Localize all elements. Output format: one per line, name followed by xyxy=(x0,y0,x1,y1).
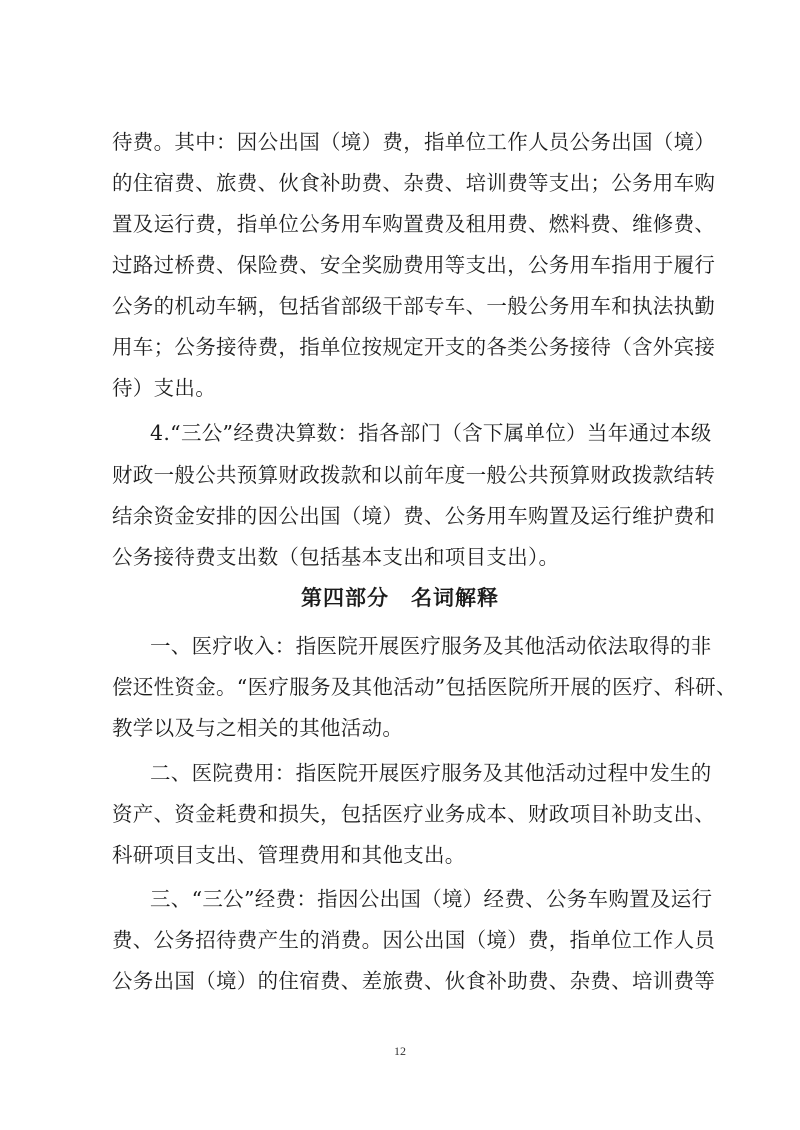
text-line: 公务接待费支出数（包括基本支出和项目支出）。 xyxy=(112,545,560,569)
text-line: 一、医疗收入：指医院开展医疗服务及其他活动依法取得的非 xyxy=(150,634,712,658)
text-line: 置及运行费，指单位公务用车购置费及租用费、燃料费、维修费、 xyxy=(112,212,716,236)
text-line: 偿还性资金。“医疗服务及其他活动”包括医院所开展的医疗、科研、 xyxy=(112,675,737,699)
text-line: 资产、资金耗费和损失，包括医疗业务成本、财政项目补助支出、 xyxy=(112,802,716,826)
text-line: 费、公务招待费产生的消费。因公出国（境）费，指单位工作人员 xyxy=(112,928,716,952)
text-line: 科研项目支出、管理费用和其他支出。 xyxy=(112,843,466,867)
text-line: 公务的机动车辆，包括省部级干部专车、一般公务用车和执法执勤 xyxy=(112,294,716,318)
text-line: 二、医院费用：指医院开展医疗服务及其他活动过程中发生的 xyxy=(150,761,712,785)
text-line: 4.“三公”经费决算数：指各部门（含下属单位）当年通过本级 xyxy=(150,421,712,445)
text-line: 三、“三公”经费：指因公出国（境）经费、公务车购置及运行 xyxy=(150,887,713,911)
text-line: 待）支出。 xyxy=(112,376,216,400)
text-line: 结余资金安排的因公出国（境）费、公务用车购置及运行维护费和 xyxy=(112,504,716,528)
text-line: 教学以及与之相关的其他活动。 xyxy=(112,716,404,740)
text-line: 待费。其中：因公出国（境）费，指单位工作人员公务出国（境） xyxy=(112,130,716,154)
text-line: 财政一般公共预算财政拨款和以前年度一般公共预算财政拨款结转 xyxy=(112,463,716,487)
page-number: 12 xyxy=(394,1044,406,1058)
section-heading: 第四部分 名词解释 xyxy=(301,586,499,610)
text-line: 过路过桥费、保险费、安全奖励费用等支出，公务用车指用于履行 xyxy=(112,253,716,277)
text-line: 用车；公务接待费，指单位按规定开支的各类公务接待（含外宾接 xyxy=(112,335,716,359)
text-line: 的住宿费、旅费、伙食补助费、杂费、培训费等支出；公务用车购 xyxy=(112,171,716,195)
text-line: 公务出国（境）的住宿费、差旅费、伙食补助费、杂费、培训费等 xyxy=(112,969,716,993)
